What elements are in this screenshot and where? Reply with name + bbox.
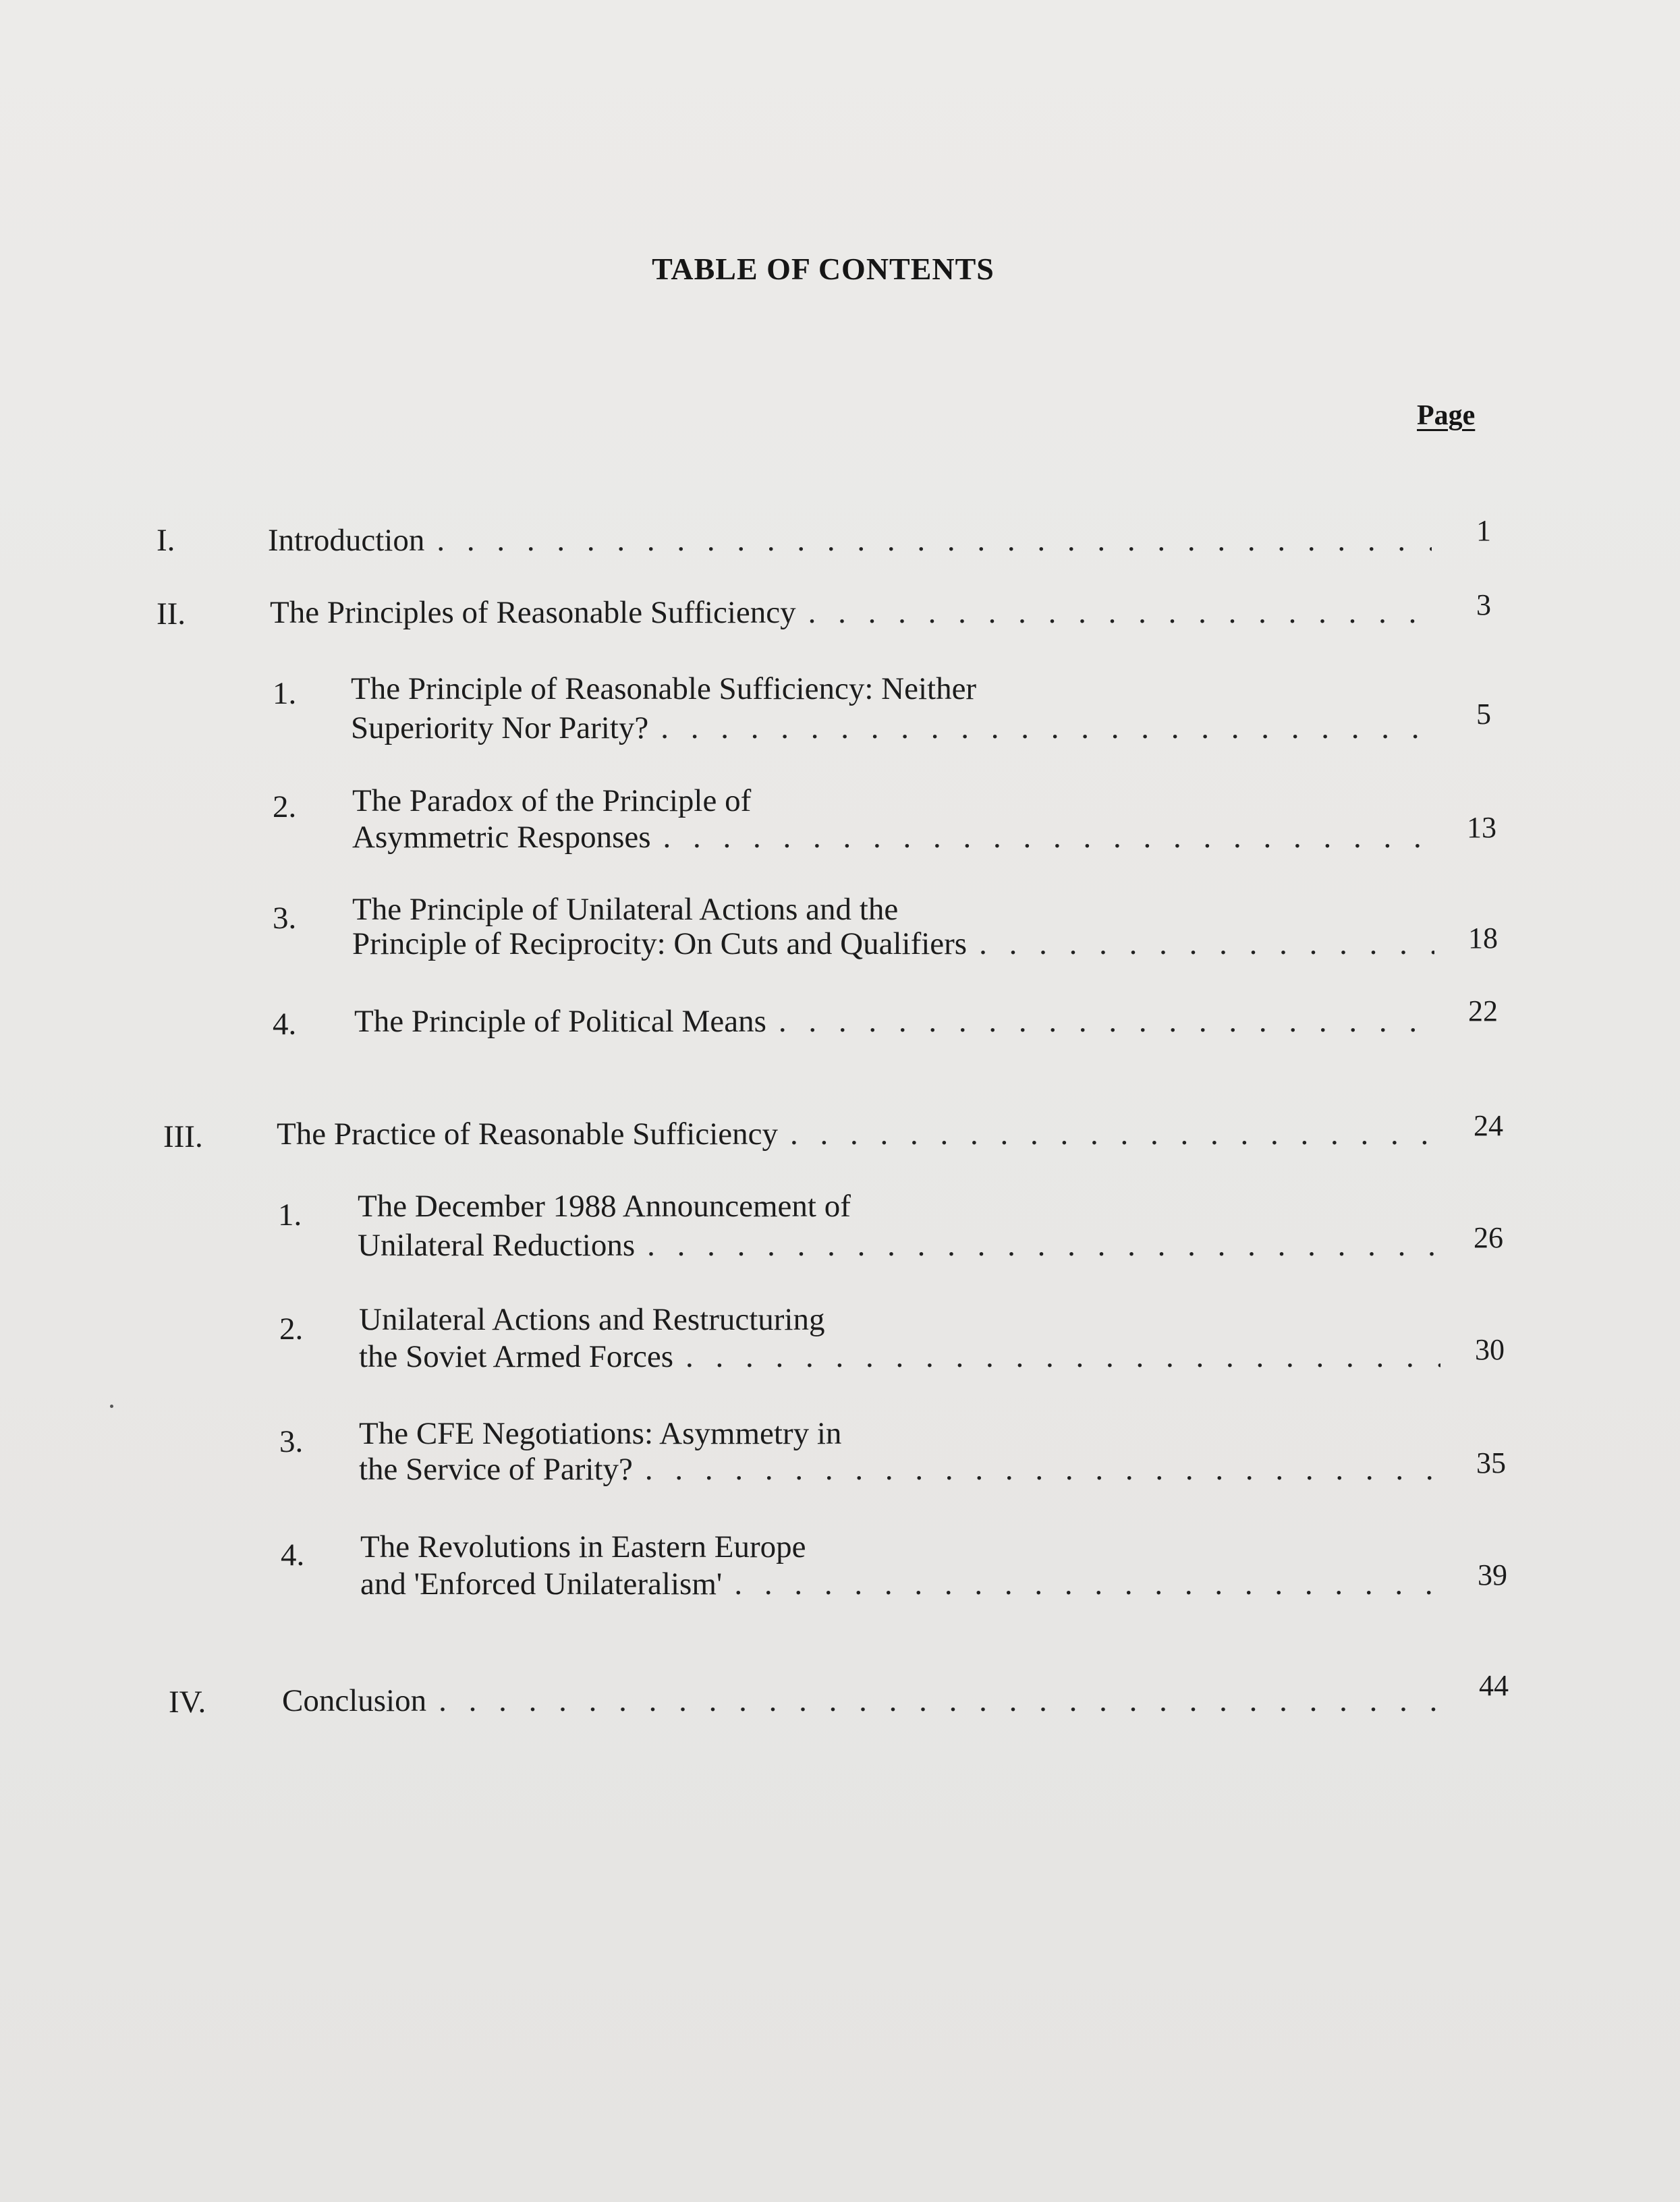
toc-numeral-12: IV.	[169, 1685, 206, 1720]
toc-page-number: 30	[1475, 1333, 1505, 1366]
dot-leader	[645, 1450, 1440, 1489]
toc-entry-text: The Principles of Reasonable Sufficiency	[270, 595, 796, 630]
toc-numeral-5: 3.	[273, 901, 297, 936]
toc-numeral-11: 4.	[281, 1537, 305, 1573]
toc-page-number: 26	[1474, 1221, 1503, 1254]
dot-leader	[437, 521, 1432, 560]
dot-leader	[647, 1226, 1439, 1265]
toc-entry-conclusion	[282, 1682, 1441, 1720]
toc-entry-restructuring	[359, 1338, 1440, 1376]
toc-entry-text: and 'Enforced Unilateralism'	[360, 1566, 723, 1602]
page-column-header: Page	[1417, 400, 1476, 431]
toc-entry-text: Introduction	[268, 523, 425, 558]
toc-page-number: 24	[1474, 1109, 1503, 1142]
toc-page-number: 22	[1468, 994, 1498, 1027]
toc-page-number: 13	[1467, 811, 1496, 844]
dot-leader	[661, 709, 1432, 747]
toc-page-number: 18	[1468, 922, 1498, 955]
toc-entry-superiority	[351, 709, 1432, 747]
toc-entry-asymmetric	[352, 818, 1432, 857]
toc-entry-practice	[277, 1115, 1438, 1154]
paper-speck	[110, 1405, 113, 1408]
toc-numeral-3: 1.	[273, 676, 297, 711]
toc-entry-text: The Paradox of the Principle of	[352, 783, 752, 818]
toc-entry-text: The Principle of Reasonable Sufficiency: Neither	[351, 671, 977, 706]
toc-page-number: 35	[1476, 1446, 1506, 1479]
toc-entry-text: Principle of Reciprocity: On Cuts and Qualifiers	[352, 926, 968, 961]
toc-numeral-1: I.	[157, 523, 175, 558]
toc-page-number: 3	[1476, 588, 1491, 621]
toc-entry-text: Unilateral Reductions	[358, 1228, 636, 1263]
toc-numeral-6: 4.	[273, 1007, 297, 1042]
dot-leader	[808, 594, 1432, 632]
toc-entry-text: the Service of Parity?	[359, 1452, 633, 1487]
toc-entry-political-means	[354, 1003, 1436, 1041]
toc-entry-text: the Soviet Armed Forces	[359, 1339, 674, 1374]
toc-numeral-4: 2.	[273, 789, 297, 824]
dot-leader	[734, 1565, 1442, 1604]
toc-page-number: 1	[1476, 514, 1491, 547]
toc-entry-text: Conclusion	[282, 1683, 427, 1718]
toc-entry-introduction	[268, 521, 1432, 560]
dot-leader	[439, 1682, 1441, 1720]
toc-entry-principles	[270, 594, 1432, 632]
toc-page-number: 39	[1478, 1558, 1507, 1591]
toc-entry-text: The December 1988 Announcement of	[358, 1189, 851, 1224]
toc-title: TABLE OF CONTENTS	[652, 252, 995, 286]
toc-numeral-2: II.	[157, 596, 186, 631]
dot-leader	[790, 1115, 1438, 1154]
toc-entry-text: Superiority Nor Parity?	[351, 710, 649, 745]
toc-entry-text: The Principle of Political Means	[354, 1004, 766, 1039]
toc-page-number: 5	[1476, 698, 1491, 731]
toc-entry-text: The Principle of Unilateral Actions and the	[352, 892, 899, 927]
dot-leader	[979, 925, 1434, 963]
toc-entry-text: The Revolutions in Eastern Europe	[360, 1529, 806, 1564]
toc-entry-december-1988	[358, 1226, 1439, 1265]
dot-leader	[685, 1338, 1440, 1376]
toc-entry-text: The Practice of Reasonable Sufficiency	[277, 1117, 779, 1152]
toc-entry-text: Asymmetric Responses	[352, 820, 651, 855]
toc-page-number: 44	[1479, 1669, 1509, 1702]
toc-entry-text: The CFE Negotiations: Asymmetry in	[359, 1416, 842, 1451]
toc-numeral-7: III.	[163, 1119, 203, 1154]
dot-leader	[663, 818, 1432, 857]
toc-numeral-8: 1.	[278, 1197, 302, 1233]
dot-leader	[779, 1003, 1436, 1041]
toc-numeral-10: 3.	[279, 1424, 304, 1459]
toc-numeral-9: 2.	[279, 1311, 304, 1347]
toc-entry-reciprocity	[352, 925, 1434, 963]
toc-entry-revolutions	[360, 1565, 1442, 1604]
toc-entry-cfe	[359, 1450, 1440, 1489]
toc-entry-text: Unilateral Actions and Restructuring	[359, 1302, 825, 1337]
